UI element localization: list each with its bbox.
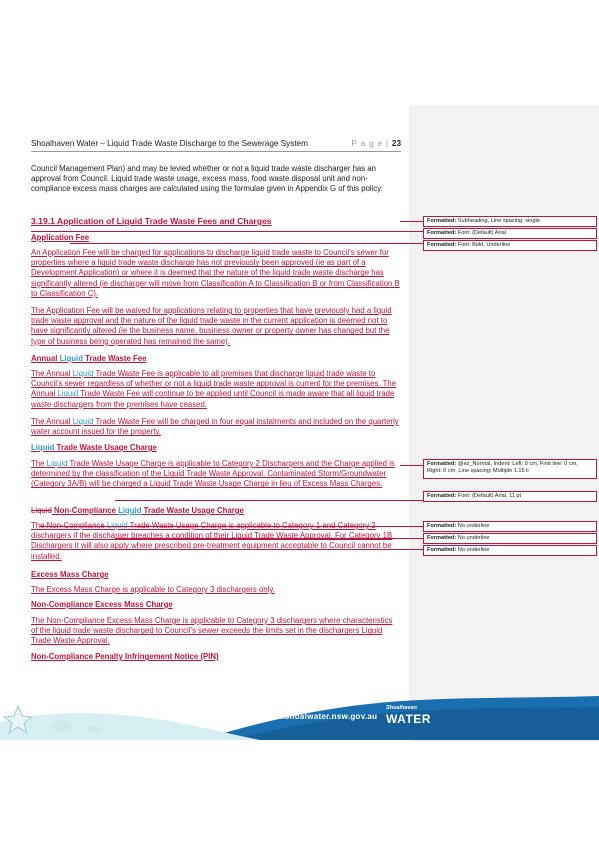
annual-liquid-insert: Liquid	[59, 354, 83, 363]
ncexcess-para: The Non-Compliance Excess Mass Charge is applicable to Category 3 dischargers where characteristics of the liquid trade waste discharged to Council’s sewer exceeds the limits set in the dischargers Liquid Trade Waste Approval.	[31, 616, 393, 646]
comment-text: Font: (Default) Arial	[456, 230, 506, 236]
noncompliance-usage-para	[31, 521, 401, 562]
comment-text: Subheading, Line spacing: single	[456, 218, 540, 224]
application-fee-para-1: An Application Fee will be charged for applications to discharge liquid trade waste to Council’s sewer for properties where a liquid trade waste discharge has not previously been approved (ie as part of a Development Application) or where it is deemed that the nature of the liquid trade waste discharge has significantly altered (ie discharger will move from Classification A to Classification B or from Classification B to Classification C).	[31, 248, 400, 298]
application-fee-heading: Application Fee	[31, 233, 90, 242]
usage-p1b: Trade Waste Usage Charge is applicable to Category 2 Dischargers and the Charge applied is determined by the classification of the Liquid Trade Waste Approval. Contaminated Storm/Groundwater (Category 3A/B) will be charged a Liquid Trade Waste Usage Charge in lieu of Excess Mass Charges.	[31, 459, 395, 489]
comment-label: Formatted:	[427, 493, 457, 499]
annual-fee-para-2	[31, 417, 401, 437]
noncomp-p1b: Trade Waste Usage Charge is applicable to Category 1 and Category 2 dischargers if the discharger breaches a condition of their Liquid Trade Waste Approval. For Category 1B Dischargers it will also apply where prescribed pre-treatment equipment acceptable to Council cannot be installed.	[31, 521, 393, 561]
comment-text: Font: (Default) Arial, 11 pt	[456, 493, 522, 499]
usage-heading-b: Trade Waste Usage Charge	[54, 443, 157, 452]
comment-connector	[115, 538, 423, 539]
footer-url[interactable]: www.shoalwater.nsw.gov.au	[263, 712, 378, 721]
comment-label: Formatted:	[427, 230, 457, 236]
annual-heading-b: Trade Waste Fee	[82, 354, 147, 363]
pin-heading: Non-Compliance Penalty Infringement Notice (PIN)	[31, 652, 219, 661]
comment-balloon[interactable]	[423, 545, 597, 556]
markup-pane	[409, 105, 599, 742]
comment-connector	[400, 465, 423, 466]
page-indicator	[351, 139, 401, 148]
comment-text: No underline	[456, 547, 490, 553]
application-fee-para-2: The Application Fee will be waived for applications relating to properties that have previously had a liquid trade waste approval and the nature of the liquid trade waste in the current application is deemed not to have significantly altered (ie the business name, business owner or property owner has changed but the type of business being operated has remained the same).	[31, 306, 392, 346]
comment-balloon[interactable]	[423, 533, 597, 544]
comment-label: Formatted:	[427, 218, 457, 224]
usage-charge-heading	[31, 443, 401, 453]
noncomp-heading-b: Trade Waste Usage Charge	[141, 506, 244, 515]
comment-text: No underline	[456, 535, 490, 541]
excess-mass-heading: Excess Mass Charge	[31, 570, 109, 579]
logo-big-text: WATER	[386, 712, 431, 726]
comment-text: Font: Bold, Underline	[456, 242, 511, 248]
ncexcess-heading: Non-Compliance Excess Mass Charge	[31, 600, 173, 609]
noncomp-p1-liquid: Liquid	[106, 521, 128, 530]
comment-balloon[interactable]	[423, 240, 597, 251]
header-title: Shoalhaven Water – Liquid Trade Waste Discharge to the Sewerage System	[31, 139, 309, 148]
comment-label: Formatted:	[427, 547, 457, 553]
annual-p1c: Trade Waste Fee will continue to be applied until Council is made aware that all liquid trade waste dischargers from the premises have ceased.	[31, 389, 395, 409]
comment-connector	[400, 221, 423, 222]
usage-liquid-insert: Liquid	[31, 443, 55, 452]
comment-label: Formatted:	[427, 535, 457, 541]
noncomp-liquid-insert: Liquid	[118, 506, 142, 515]
deleted-liquid: Liquid	[31, 506, 52, 515]
comment-balloon[interactable]	[423, 216, 597, 227]
annual-p1-liquid-2: Liquid	[57, 389, 79, 399]
section-heading: 3.19.1 Application of Liquid Trade Waste Fees and Charges	[31, 216, 272, 226]
noncomp-p1a: The Non-Compliance	[31, 521, 107, 530]
annual-p2b: Trade Waste Fee will be charged in four equal instalments and included on the quarterly water account issued for the property.	[31, 417, 399, 437]
comment-balloon[interactable]	[423, 491, 597, 502]
annual-fee-para-1	[31, 369, 401, 410]
page-label: P a g e |	[351, 139, 389, 148]
comment-balloon[interactable]	[423, 228, 597, 239]
comment-label: Formatted:	[427, 461, 457, 467]
comment-connector	[31, 231, 423, 232]
comment-balloon[interactable]	[423, 521, 597, 532]
comment-connector	[300, 549, 423, 550]
comment-connector	[70, 243, 423, 244]
annual-fee-heading	[31, 354, 401, 364]
logo-small-text: Shoalhaven	[386, 705, 417, 711]
annual-p2-liquid: Liquid	[72, 417, 94, 426]
noncompliance-usage-heading	[31, 506, 401, 516]
annual-p2a: The Annual	[31, 417, 73, 426]
annual-p1b: Trade Waste Fee is applicable to all premises that discharge liquid trade waste to Council’s sewer regardless of whether or not a liquid trade waste approval is current for the premises. The Annual	[31, 369, 397, 399]
intro-paragraph: Council Management Plan) and may be levied whether or not a liquid trade waste discharger has an approval from Council. Liquid trade waste usage, excess mass, food waste disposal unit and non-compliance excess mass charges are calculated using the formulae given in Appendix G of this policy.	[31, 164, 383, 194]
annual-p1-liquid: Liquid	[72, 369, 94, 378]
usage-p1-liquid: Liquid	[46, 459, 68, 468]
footer-light-wave	[0, 713, 260, 740]
excess-mass-para: The Excess Mass Charge is applicable to Category 3 dischargers only.	[31, 585, 275, 594]
comment-label: Formatted:	[427, 523, 457, 529]
annual-p1a: The Annual	[31, 369, 73, 378]
shoalhaven-water-logo	[386, 705, 431, 726]
page-header	[31, 137, 401, 152]
comment-balloon[interactable]	[423, 459, 597, 479]
comment-label: Formatted:	[427, 242, 457, 248]
comment-text: No underline	[456, 523, 490, 529]
comment-connector	[40, 526, 423, 527]
comment-text: @ez_Normal, Indent: Left: 0 cm, First line: 0 cm, Right: 0 cm, Line spacing: Multiple 1.15 li	[427, 461, 578, 474]
usage-charge-para	[31, 459, 401, 490]
page-number: 23	[391, 139, 401, 148]
noncomp-heading-a: Non-Compliance	[51, 506, 119, 515]
usage-p1a: The	[31, 459, 47, 468]
comment-connector	[115, 500, 423, 501]
annual-heading-a: Annual	[31, 354, 60, 363]
